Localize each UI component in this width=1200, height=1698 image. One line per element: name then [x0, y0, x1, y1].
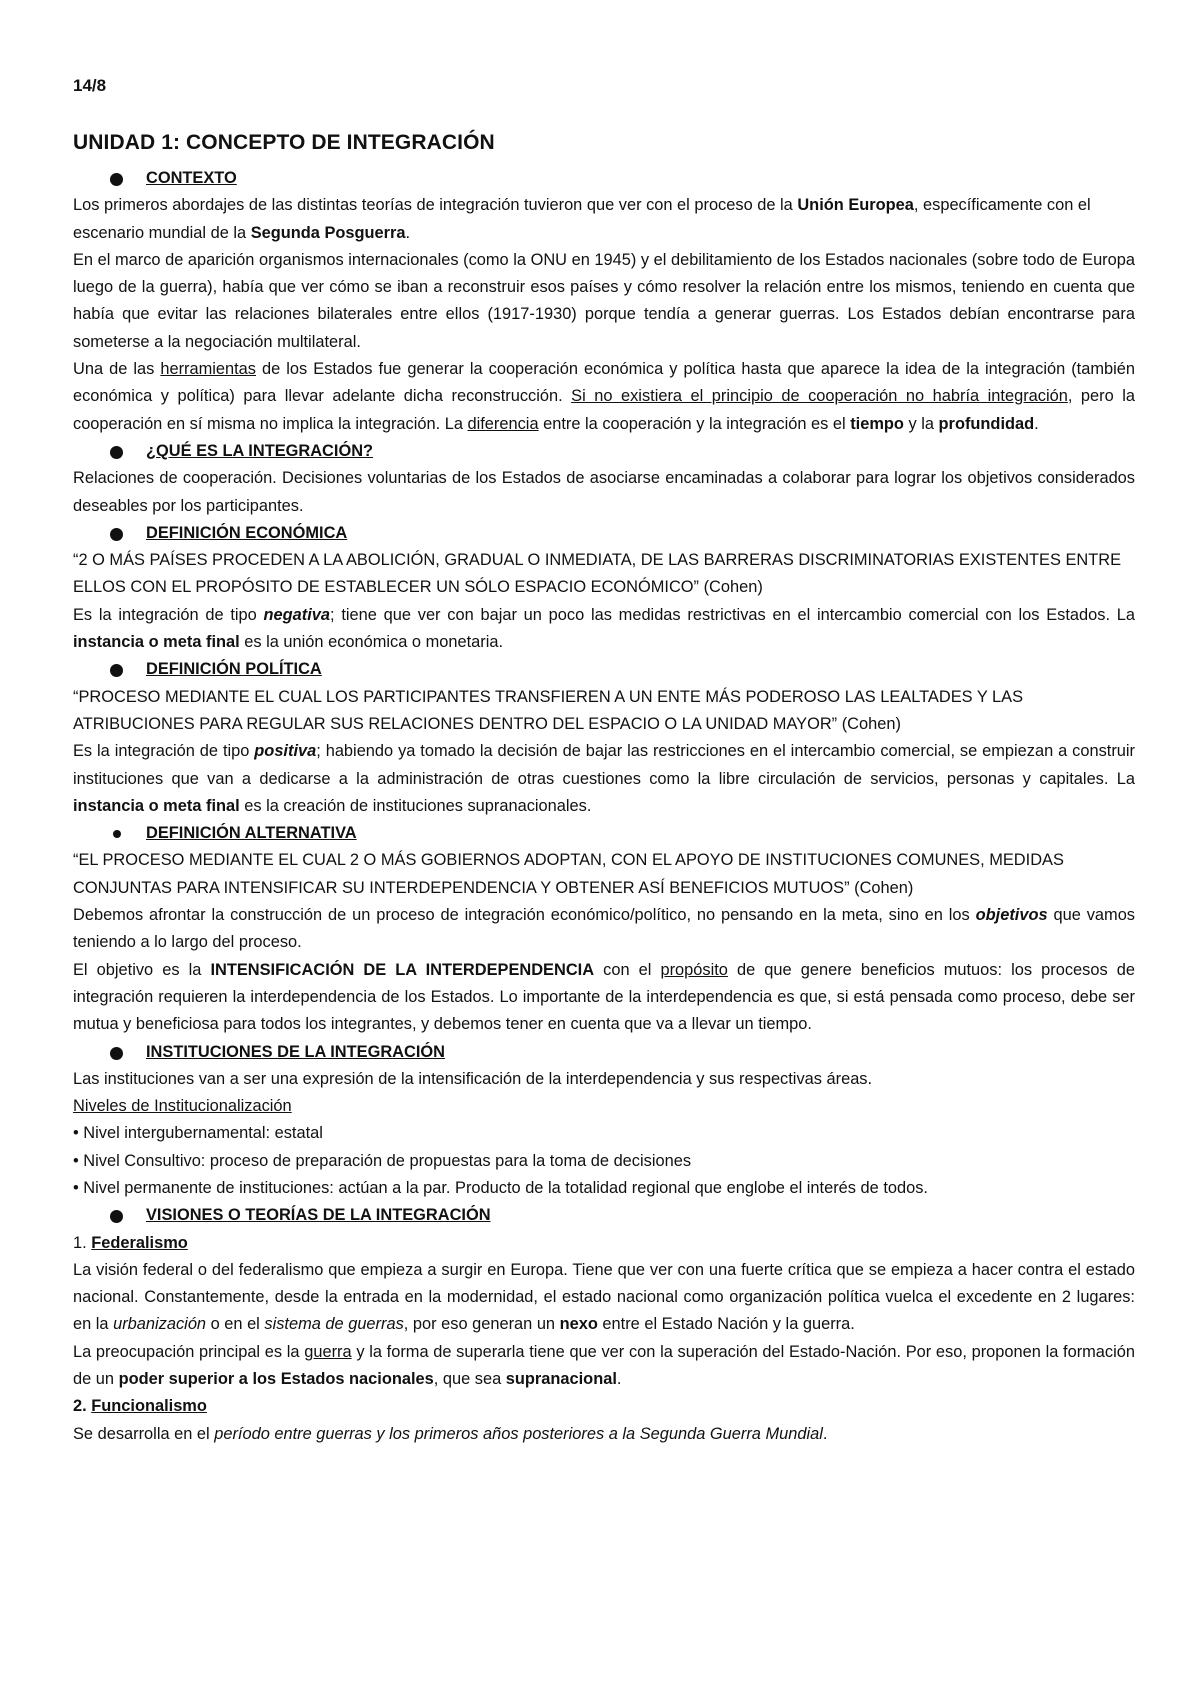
section-heading-visiones: VISIONES O TEORÍAS DE LA INTEGRACIÓN	[73, 1202, 1135, 1229]
subheading-federalismo: 1. Federalismo	[73, 1233, 188, 1252]
quote: “EL PROCESO MEDIANTE EL CUAL 2 O MÁS GOBIERNOS ADOPTAN, CON EL APOYO DE INSTITUCIONES COMUNES, MEDIDAS CONJUNTAS PARA INTENSIFICAR SU INTERDEPENDENCIA Y OBTENER ASÍ BENEFICIOS MUTUOS” (Cohen)	[73, 851, 1064, 897]
list-item: • Nivel Consultivo: proceso de preparación de propuestas para la toma de decisiones	[73, 1151, 692, 1170]
page-title: UNIDAD 1: CONCEPTO DE INTEGRACIÓN	[73, 131, 495, 154]
bullet-icon	[110, 446, 123, 459]
bullet-icon	[110, 528, 123, 541]
section-heading-politica: DEFINICIÓN POLÍTICA	[73, 656, 1135, 683]
date-label: 14/8	[73, 76, 107, 95]
paragraph: Relaciones de cooperación. Decisiones voluntarias de los Estados de asociarse encaminadas a colaborar para lograr los objetivos considerados deseables por los participantes.	[73, 469, 1135, 515]
paragraph: La preocupación principal es la guerra y la forma de superarla tiene que ver con la superación del Estado-Nación. Por eso, proponen la formación de un poder superior a los Estados nacionales, que sea supranacional.	[73, 1342, 1135, 1389]
section-heading-economica: DEFINICIÓN ECONÓMICA	[73, 520, 1135, 547]
paragraph: Las instituciones van a ser una expresión de la intensificación de la interdependencia y sus respectivas áreas.	[73, 1069, 873, 1088]
paragraph: Es la integración de tipo positiva; habiendo ya tomado la decisión de bajar las restricciones en el intercambio comercial, se empiezan a construir instituciones que van a dedicarse a la administración de otras cuestiones como la libre circulación de servicios, personas y capitales. La instancia o meta final es la creación de instituciones supranacionales.	[73, 742, 1135, 815]
paragraph: La visión federal o del federalismo que empieza a surgir en Europa. Tiene que ver con una fuerte crítica que se empieza a hacer contra el estado nacional. Constantemente, desde la entrada en la modernidad, el estado nacional como organización política vuelca el excedente en 2 lugares: en la urbanización o en el sistema de guerras, por eso generan un nexo entre el Estado Nación y la guerra.	[73, 1260, 1135, 1334]
document-body	[73, 165, 1135, 1448]
bullet-icon	[110, 664, 123, 677]
paragraph: Los primeros abordajes de las distintas teorías de integración tuvieron que ver con el proceso de la Unión Europea, específicamente con el escenario mundial de la Segunda Posguerra.	[73, 196, 1091, 242]
bullet-icon	[113, 830, 121, 838]
paragraph: Es la integración de tipo negativa; tiene que ver con bajar un poco las medidas restrictivas en el intercambio comercial con los Estados. La instancia o meta final es la unión económica o monetaria.	[73, 605, 1135, 652]
section-heading-contexto: CONTEXTO	[73, 165, 1135, 192]
subheading: Niveles de Institucionalización	[73, 1097, 292, 1116]
paragraph: En el marco de aparición organismos internacionales (como la ONU en 1945) y el debilitamiento de los Estados nacionales (sobre todo de Europa luego de la guerra), había que ver cómo se iban a reconstruir esos países y cómo resolver la relación entre los mismos, teniendo en cuenta que había que evitar las relaciones bilaterales entre ellos (1917-1930) porque tendía a generar guerras. Los Estados debían encontrarse para someterse a la negociación multilateral.	[73, 250, 1135, 351]
bullet-icon	[110, 173, 123, 186]
paragraph: El objetivo es la INTENSIFICACIÓN DE LA INTERDEPENDENCIA con el propósito de que genere beneficios mutuos: los procesos de integración requieren la interdependencia de los Estados. Lo importante de la interdependencia es que, si está pensada como proceso, debe ser mutua y beneficiosa para todos los integrantes, y debemos tener en cuenta que va a llevar un tiempo.	[73, 960, 1135, 1034]
quote: “PROCESO MEDIANTE EL CUAL LOS PARTICIPANTES TRANSFIEREN A UN ENTE MÁS PODEROSO LAS LEALTADES Y LAS ATRIBUCIONES PARA REGULAR SUS RELACIONES DENTRO DEL ESPACIO O LA UNIDAD MAYOR” (Cohen)	[73, 687, 1023, 733]
list-item: • Nivel intergubernamental: estatal	[73, 1124, 323, 1143]
section-heading-alternativa: DEFINICIÓN ALTERNATIVA	[73, 820, 1135, 847]
quote: “2 O MÁS PAÍSES PROCEDEN A LA ABOLICIÓN, GRADUAL O INMEDIATA, DE LAS BARRERAS DISCRIMINATORIAS EXISTENTES ENTRE ELLOS CON EL PROPÓSITO DE ESTABLECER UN SÓLO ESPACIO ECONÓMICO” (Cohen)	[73, 551, 1122, 597]
bullet-icon	[110, 1210, 123, 1223]
paragraph: Una de las herramientas de los Estados fue generar la cooperación económica y política hasta que aparece la idea de la integración (también económica y política) para llevar adelante dicha reconstrucción. Si no existiera el principio de cooperación no habría integración, pero la cooperación en sí misma no implica la integración. La diferencia entre la cooperación y la integración es el tiempo y la profundidad.	[73, 360, 1135, 433]
section-heading-instituciones: INSTITUCIONES DE LA INTEGRACIÓN	[73, 1039, 1135, 1066]
subheading-funcionalismo: 2. Funcionalismo	[73, 1397, 207, 1416]
section-heading-que-es: ¿QUÉ ES LA INTEGRACIÓN?	[73, 438, 1135, 465]
list-item: • Nivel permanente de instituciones: actúan a la par. Producto de la totalidad regional que englobe el interés de todos.	[73, 1178, 928, 1197]
bullet-icon	[110, 1047, 123, 1060]
paragraph: Debemos afrontar la construcción de un proceso de integración económico/político, no pensando en la meta, sino en los objetivos que vamos teniendo a lo largo del proceso.	[73, 906, 1136, 952]
paragraph: Se desarrolla en el período entre guerras y los primeros años posteriores a la Segunda Guerra Mundial.	[73, 1424, 828, 1443]
